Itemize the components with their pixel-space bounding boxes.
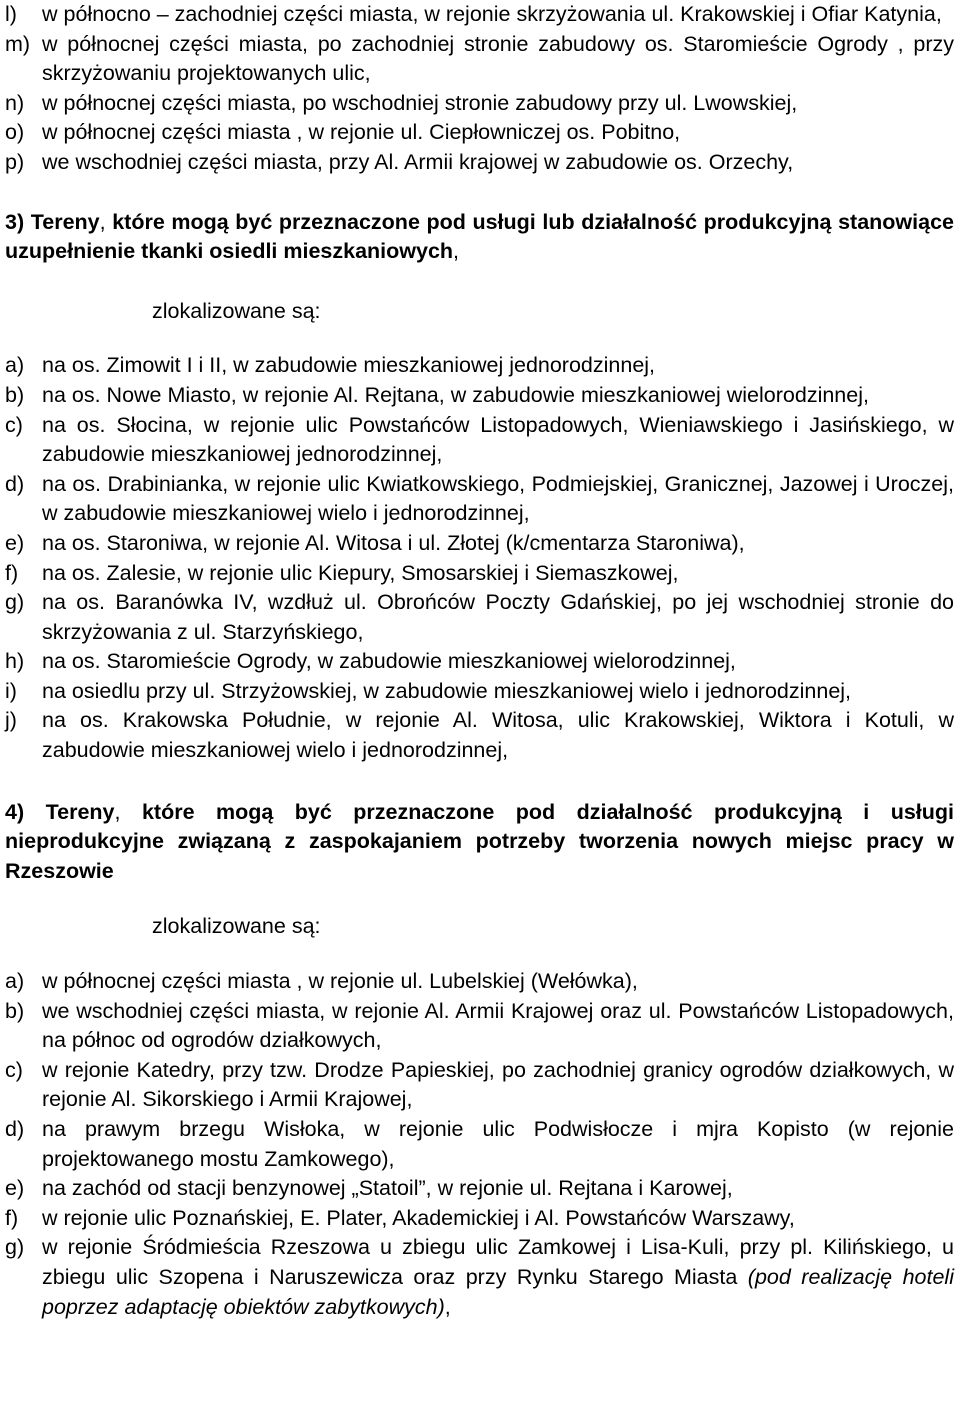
list-item-text: na os. Staroniwa, w rejonie Al. Witosa i ul. Złotej (k/cmentarza Staroniwa), [42,530,745,555]
list-item-italic-note: (pod realizację hoteli poprzez adaptację obiektów zabytkowych) [42,1264,954,1319]
list-item-text: na osiedlu przy ul. Strzyżowskiej, w zabudowie mieszkaniowej wielo i jednorodzinnej, [42,678,852,703]
list-marker: l) [5,2,17,26]
list-item-text: na os. Krakowska Południe, w rejonie Al. Witosa, ulic Krakowskiej, Wiktora i Kotuli, w zabudowie mieszkaniowej wielo i jednorodzinnej, [42,708,954,763]
list-marker: g) [5,1235,25,1260]
list-marker: i) [5,678,17,703]
heading-label: 4) Tereny [5,799,115,824]
list-marker: c) [5,1057,23,1082]
list-item [5,381,954,411]
list-marker: a) [5,353,25,378]
list-item-text: na os. Staromieście Ogrody, w zabudowie mieszkaniowej wielorodzinnej, [42,649,736,674]
list-marker: n) [5,90,25,115]
list-item-text: w północno – zachodniej części miasta, w rejonie skrzyżowania ul. Krakowskiej i Ofiar Katynia, [42,2,942,26]
list-item-text [42,1233,954,1322]
heading-comma: , [99,209,106,234]
list-item-text: na os. Nowe Miasto, w rejonie Al. Rejtana, w zabudowie mieszkaniowej wielorodzinnej, [42,382,869,407]
list-marker: j) [5,708,17,733]
section-4-sublabel: zlokalizowane są: [152,914,321,939]
list-continued [5,0,954,178]
list-item [5,647,954,677]
heading-comma: , [114,799,121,824]
list-item [5,411,954,470]
list-item-text: w rejonie Katedry, przy tzw. Drodze Papieskiej, po zachodniej granicy ogrodów działkowych, w rejonie Al. Sikorskiego i Armii Krajowej, [42,1057,954,1112]
list-marker: g) [5,590,25,615]
list-item-text: we wschodniej części miasta, przy Al. Armii krajowej w zabudowie os. Orzechy, [42,149,794,174]
list-item [5,677,954,707]
heading-text: które mogą być przeznaczone pod usługi lub działalność produkcyjną stanowiące uzupełnienie tkanki osiedli mieszkaniowych [5,209,955,264]
list-item [5,1056,954,1115]
list-item-text: na os. Zimowit I i II, w zabudowie mieszkaniowej jednorodzinnej, [42,353,656,378]
list-item [5,1204,954,1234]
section-4-heading [5,798,954,887]
list-marker: f) [5,1205,19,1230]
list-item [5,148,954,178]
list-item-lead: w rejonie Śródmieścia Rzeszowa u zbiegu ulic Zamkowej i Lisa-Kuli, przy pl. Kilińskiego, u zbiegu ulic Szopena i Naruszewicza oraz przy Rynku Starego Miasta [42,1235,954,1289]
section-4-list [5,967,954,1322]
heading-end: , [453,239,460,264]
list-item [5,1233,954,1322]
list-item-text: w północnej części miasta , w rejonie ul. Lubelskiej (Wełówka), [42,969,638,994]
list-marker: b) [5,998,25,1023]
list-item-text: na os. Baranówka IV, wzdłuż ul. Obrońców Poczty Gdańskiej, po jej wschodniej stronie do skrzyżowania z ul. Starzyńskiego, [42,590,954,644]
list-item-text: na os. Słocina, w rejonie ulic Powstańców Listopadowych, Wieniawskiego i Jasińskiego, w zabudowie mieszkaniowej jednorodzinnej, [42,412,954,467]
list-item-text: w północnej części miasta, po zachodniej stronie zabudowy os. Staromieście Ogrody , przy skrzyżowaniu projektowanych ulic, [42,31,954,86]
list-item [5,706,954,765]
list-item [5,118,954,148]
list-marker: h) [5,649,25,674]
list-item-text: na zachód od stacji benzynowej „Statoil”, w rejonie ul. Rejtana i Karowej, [42,1176,733,1201]
list-marker: a) [5,969,25,994]
list-item-text: we wschodniej części miasta, w rejonie Al. Armii Krajowej oraz ul. Powstańców Listopadowych, na północ od ogrodów działkowych, [42,998,954,1053]
list-item-text: na prawym brzegu Wisłoka, w rejonie ulic Podwisłocze i mjra Kopisto (w rejonie projektowanego mostu Zamkowego), [42,1117,954,1171]
list-item [5,588,954,647]
list-marker: d) [5,471,25,496]
list-item [5,1115,954,1174]
list-item [5,0,954,30]
heading-text: które mogą być przeznaczone pod działalność produkcyjną i usługi nieprodukcyjne związaną z zaspokajaniem potrzeby tworzenia nowych miejsc pracy w Rzeszowie [5,799,954,883]
heading-label: 3) Tereny [5,209,100,234]
list-marker: f) [5,560,19,585]
list-item [5,30,954,89]
list-item [5,997,954,1056]
list-item-text: w północnej części miasta, po wschodniej stronie zabudowy przy ul. Lwowskiej, [42,90,798,115]
section-3-heading [5,208,954,267]
list-item [5,559,954,589]
list-item-text: na os. Drabinianka, w rejonie ulic Kwiatkowskiego, Podmiejskiej, Granicznej, Jazowej i Uroczej, w zabudowie mieszkaniowej wielo i jednorodzinnej, [42,471,954,526]
list-item [5,529,954,559]
list-marker: e) [5,530,25,555]
list-marker: m) [5,31,31,56]
list-item-tail: , [444,1294,451,1319]
section-3-list [5,351,954,765]
list-marker: o) [5,120,25,145]
list-marker: p) [5,149,25,174]
list-item [5,89,954,119]
list-marker: d) [5,1117,25,1141]
list-marker: e) [5,1176,25,1201]
list-item-text: na os. Zalesie, w rejonie ulic Kiepury, Smosarskiej i Siemaszkowej, [42,560,679,585]
list-item-text: w północnej części miasta , w rejonie ul. Ciepłowniczej os. Pobitno, [42,120,681,145]
list-item [5,351,954,381]
list-item-text: w rejonie ulic Poznańskiej, E. Plater, Akademickiej i Al. Powstańców Warszawy, [42,1205,795,1230]
section-3-sublabel: zlokalizowane są: [152,298,321,323]
list-marker: c) [5,412,23,437]
list-item [5,967,954,997]
list-item [5,1174,954,1204]
list-marker: b) [5,382,25,407]
list-item [5,470,954,529]
